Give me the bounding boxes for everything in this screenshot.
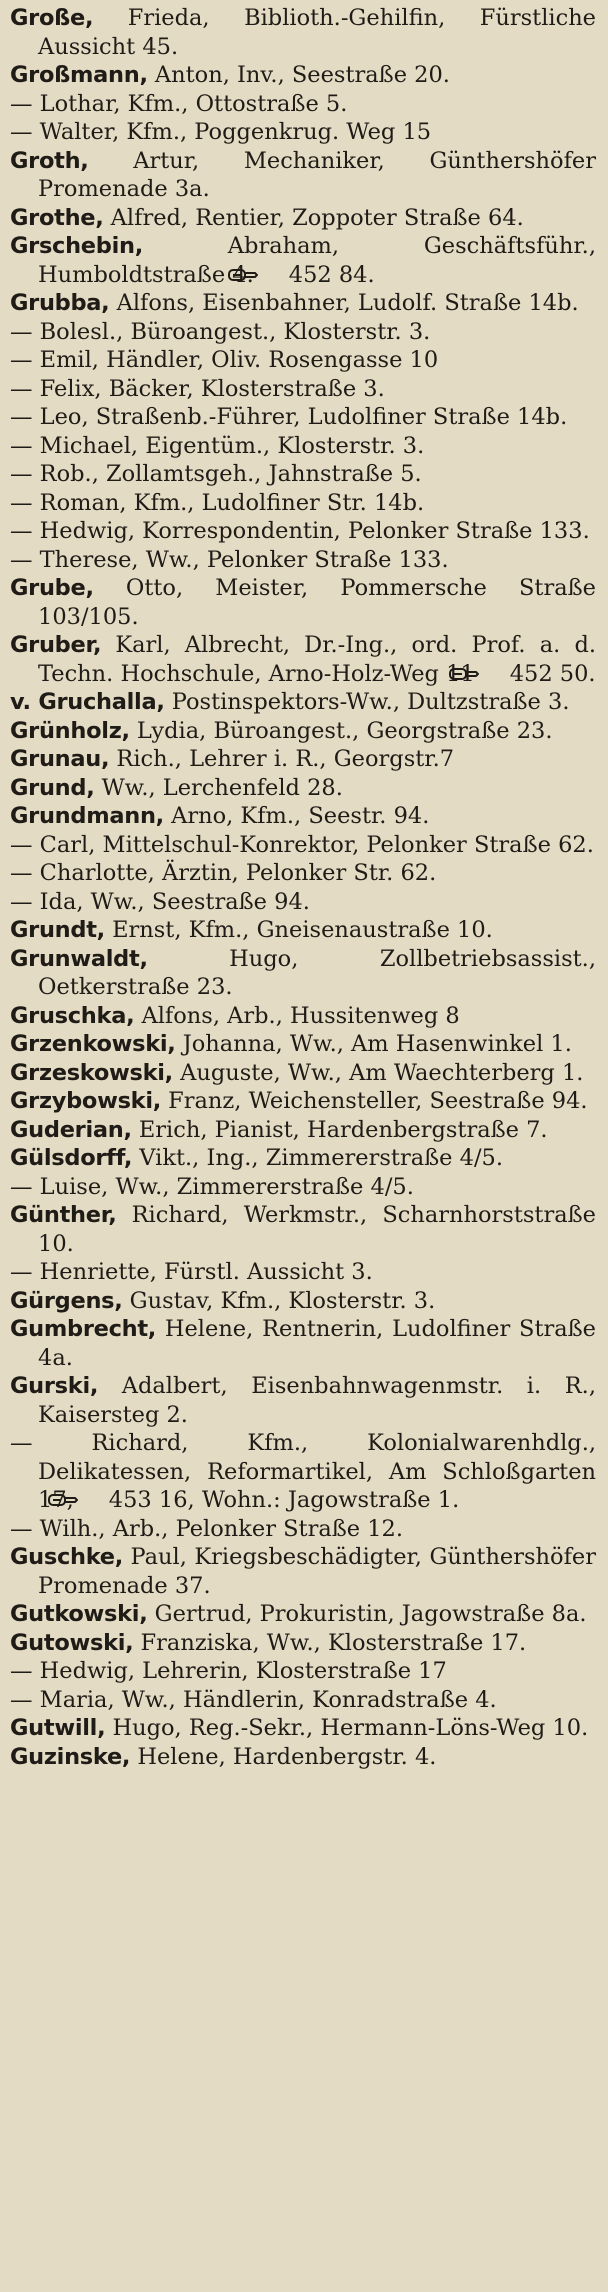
directory-entry <box>10 802 596 831</box>
entry-details: Alfred, Rentier, Zoppoter Straße 64. <box>103 204 524 231</box>
directory-entry <box>10 1315 596 1372</box>
directory-entry <box>10 546 596 575</box>
entry-details: Gustav, Kfm., Klosterstr. 3. <box>122 1287 436 1314</box>
entry-surname: Grothe, <box>10 204 104 231</box>
entry-details: — Wilh., Arb., Pelonker Straße 12. <box>10 1515 404 1542</box>
entry-surname: Guschke, <box>10 1544 124 1570</box>
entry-details: Alfons, Eisenbahner, Ludolf. Straße 14b. <box>109 290 579 316</box>
directory-entry <box>10 1600 596 1629</box>
telephone-hand-icon <box>76 1487 106 1503</box>
telephone-hand-icon <box>477 661 507 677</box>
entry-details: Hugo, Reg.-Sekr., Hermann-Löns-Weg 10. <box>105 1715 589 1741</box>
entry-surname: Guderian, <box>10 1116 132 1143</box>
entry-surname: Gülsdorff, <box>10 1145 133 1171</box>
directory-entry <box>10 631 596 688</box>
entry-details: Lydia, Büroangest., Georgstraße 23. <box>129 717 553 744</box>
directory-entry <box>10 289 596 318</box>
entry-details: — Hedwig, Lehrerin, Klosterstraße 17 <box>10 1658 447 1684</box>
entry-details: Abraham, Geschäftsführ., Humboldtstraße 4. <box>38 233 596 288</box>
entry-surname: Große, <box>10 5 94 31</box>
entry-details: Hugo, Zollbetriebsassist., Oetkerstraße 23. <box>38 945 596 1000</box>
entry-details: Paul, Kriegsbeschädigter, Günthershöfer Promenade 37. <box>38 1544 596 1599</box>
directory-entry <box>10 831 596 860</box>
entry-surname: Grunau, <box>10 746 110 772</box>
entry-surname: Grubba, <box>10 290 110 316</box>
entry-details: Postinspektors-Ww., Dultzstraße 3. <box>164 689 570 715</box>
directory-entry <box>10 888 596 917</box>
entry-details: Arno, Kfm., Seestr. 94. <box>163 803 430 829</box>
entry-phone-number: 453 16, <box>108 1487 195 1513</box>
directory-entry <box>10 4 596 61</box>
entry-details: — Bolesl., Büroangest., Klosterstr. 3. <box>10 318 431 345</box>
directory-entry <box>10 432 596 461</box>
directory-entry <box>10 1714 596 1743</box>
entry-surname: Gürgens, <box>10 1287 123 1314</box>
entry-details: Alfons, Arb., Hussitenweg 8 <box>134 1002 460 1029</box>
entry-details: — Ida, Ww., Seestraße 94. <box>10 888 310 915</box>
directory-entry <box>10 1429 596 1515</box>
directory-entry <box>10 1030 596 1059</box>
entry-surname: Großmann, <box>10 62 148 88</box>
telephone-hand-icon <box>256 262 286 278</box>
entry-surname: Gruber, <box>10 632 102 658</box>
entry-details: — Maria, Ww., Händlerin, Konradstraße 4. <box>10 1686 497 1713</box>
directory-entry <box>10 489 596 518</box>
directory-entry <box>10 1116 596 1145</box>
directory-entry <box>10 688 596 717</box>
entry-surname: Grundt, <box>10 917 105 943</box>
entry-details: — Rob., Zollamtsgeh., Jahnstraße 5. <box>10 461 422 487</box>
directory-entry <box>10 61 596 90</box>
entry-surname: Grzenkowski, <box>10 1031 176 1057</box>
directory-entry <box>10 147 596 204</box>
entry-surname: Gumbrecht, <box>10 1316 157 1342</box>
directory-entry <box>10 916 596 945</box>
entry-details: — Carl, Mittelschul-Konrektor, Pelonker Straße 62. <box>10 831 594 858</box>
entry-surname: Gruschka, <box>10 1002 135 1029</box>
directory-entry <box>10 232 596 289</box>
entry-details: Anton, Inv., Seestraße 20. <box>147 62 450 88</box>
entry-details: Karl, Albrecht, Dr.-Ing., ord. Prof. a. d. Techn. Hochschule, Arno-Holz-Weg 11 <box>38 632 596 687</box>
directory-entry <box>10 1515 596 1544</box>
entry-surname: Grünholz, <box>10 717 130 744</box>
entry-surname: Grund, <box>10 774 95 801</box>
entry-details: — Hedwig, Korrespondentin, Pelonker Straße 133. <box>10 518 590 544</box>
entry-details: Erich, Pianist, Hardenbergstraße 7. <box>131 1116 548 1143</box>
entry-details: — Walter, Kfm., Poggenkrug. Weg 15 <box>10 119 432 145</box>
entry-surname: Grzybowski, <box>10 1088 161 1114</box>
entry-details: Artur, Mechaniker, Günthershöfer Promenade 3a. <box>38 147 596 202</box>
directory-entry <box>10 1543 596 1600</box>
directory-entry <box>10 1087 596 1116</box>
directory-entry <box>10 1258 596 1287</box>
directory-entry <box>10 1743 596 1772</box>
directory-entry <box>10 574 596 631</box>
entry-details: Helene, Hardenbergstr. 4. <box>130 1743 437 1770</box>
entry-details: Frieda, Biblioth.-Gehilfin, Fürstliche Aussicht 45. <box>38 5 596 60</box>
entry-details: Otto, Meister, Pommersche Straße 103/105. <box>38 575 596 630</box>
entry-surname: Grschebin, <box>10 233 143 259</box>
entry-details: Vikt., Ing., Zimmererstraße 4/5. <box>132 1145 503 1171</box>
entry-details: Richard, Werkmstr., Scharnhorststraße 10. <box>38 1202 596 1257</box>
directory-entry <box>10 717 596 746</box>
entry-details: — Leo, Straßenb.-Führer, Ludolfiner Straße 14b. <box>10 404 568 430</box>
entry-details: — Charlotte, Ärztin, Pelonker Str. 62. <box>10 860 437 886</box>
entry-details: Gertrud, Prokuristin, Jagowstraße 8a. <box>147 1601 587 1627</box>
entry-details: Ernst, Kfm., Gneisenaustraße 10. <box>104 917 493 943</box>
entry-surname: Gurski, <box>10 1373 99 1399</box>
entry-details: — Michael, Eigentüm., Klosterstr. 3. <box>10 432 425 459</box>
directory-entry <box>10 859 596 888</box>
directory-entry <box>10 90 596 119</box>
directory-entry <box>10 1201 596 1258</box>
directory-entry <box>10 1173 596 1202</box>
directory-entry <box>10 403 596 432</box>
directory-entry <box>10 1144 596 1173</box>
directory-entry <box>10 1002 596 1031</box>
directory-entry <box>10 745 596 774</box>
entry-details: — Emil, Händler, Oliv. Rosengasse 10 <box>10 347 439 373</box>
entry-details: Johanna, Ww., Am Hasenwinkel 1. <box>175 1031 572 1057</box>
directory-entry <box>10 1287 596 1316</box>
directory-entry <box>10 945 596 1002</box>
entry-surname: v. Gruchalla, <box>10 689 165 715</box>
entry-surname: Grube, <box>10 575 94 601</box>
directory-entry <box>10 517 596 546</box>
entry-details: Adalbert, Eisenbahnwagenmstr. i. R., Kaisersteg 2. <box>38 1373 596 1428</box>
entry-phone-number: 452 84. <box>288 261 375 288</box>
entry-surname: Gutowski, <box>10 1629 134 1656</box>
directory-entry <box>10 1686 596 1715</box>
directory-entry <box>10 118 596 147</box>
entry-surname: Groth, <box>10 147 89 174</box>
entry-details: — Therese, Ww., Pelonker Straße 133. <box>10 546 449 573</box>
directory-entry <box>10 1657 596 1686</box>
directory-entry <box>10 774 596 803</box>
entry-details: Ww., Lerchenfeld 28. <box>94 774 343 801</box>
entry-details: Auguste, Ww., Am Waechterberg 1. <box>172 1059 584 1086</box>
entry-surname: Grundmann, <box>10 803 164 829</box>
entry-details: — Henriette, Fürstl. Aussicht 3. <box>10 1259 373 1285</box>
entry-details: — Roman, Kfm., Ludolfiner Str. 14b. <box>10 489 425 516</box>
directory-entry <box>10 460 596 489</box>
entry-details: Franz, Weichensteller, Seestraße 94. <box>161 1088 588 1114</box>
entry-details: — Luise, Ww., Zimmererstraße 4/5. <box>10 1173 414 1200</box>
entry-surname: Grunwaldt, <box>10 945 148 972</box>
directory-entry <box>10 204 596 233</box>
directory-entry <box>10 1059 596 1088</box>
entry-surname: Guzinske, <box>10 1743 131 1770</box>
entry-surname: Gutkowski, <box>10 1601 148 1627</box>
directory-entry-list <box>10 4 596 1771</box>
directory-entry <box>10 1372 596 1429</box>
entry-details: Helene, Rentnerin, Ludolfiner Straße 4a. <box>38 1316 596 1371</box>
entry-surname: Gutwill, <box>10 1715 106 1741</box>
directory-entry <box>10 1629 596 1658</box>
directory-entry <box>10 375 596 404</box>
entry-details: Franziska, Ww., Klosterstraße 17. <box>133 1629 527 1656</box>
entry-surname: Günther, <box>10 1202 117 1228</box>
directory-entry <box>10 346 596 375</box>
entry-surname: Grzeskowski, <box>10 1059 173 1086</box>
entry-phone-number: 452 50. <box>509 660 596 687</box>
entry-details: — Felix, Bäcker, Klosterstraße 3. <box>10 375 385 402</box>
entry-details: — Richard, Kfm., Kolonialwarenhdlg., Delikatessen, Reformartikel, Am Schloßgarten 17, <box>10 1430 596 1513</box>
entry-details-continued: Wohn.: Jagowstraße 1. <box>194 1487 460 1513</box>
entry-details: Rich., Lehrer i. R., Georgstr.7 <box>109 746 455 772</box>
entry-details: — Lothar, Kfm., Ottostraße 5. <box>10 90 348 117</box>
directory-entry <box>10 318 596 347</box>
